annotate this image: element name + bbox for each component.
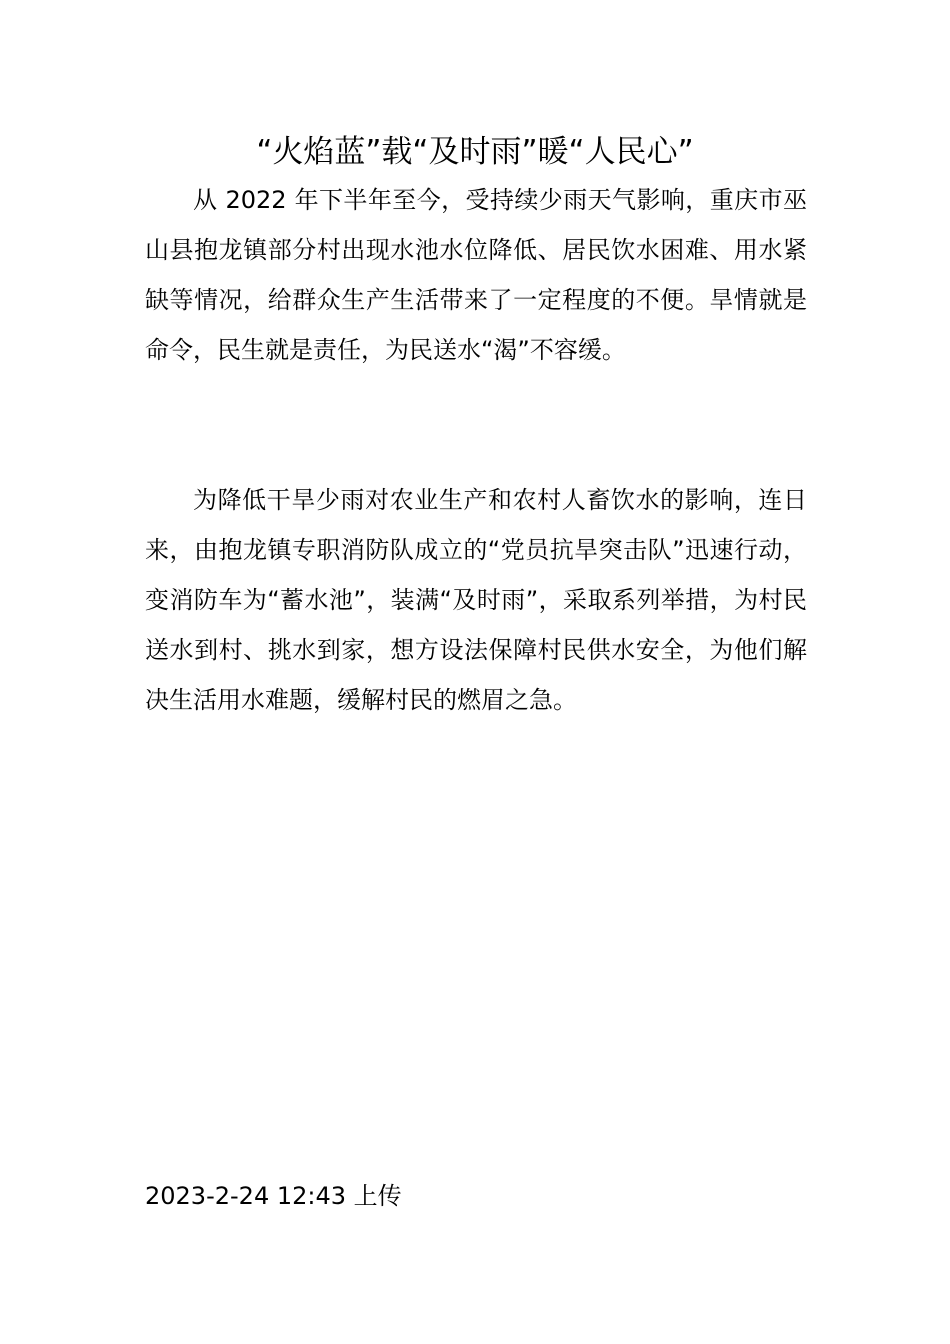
paragraph-2: 为降低干旱少雨对农业生产和农村人畜饮水的影响，连日来，由抱龙镇专职消防队成立的“党员抗旱突击队”迅速行动，变消防车为“蓄水池”，装满“及时雨”，采取系列举措，为村民送水到村、挑水到家，想方设法保障村民供水安全，为他们解决生活用水难题，缓解村民的燃眉之急。 [145,486,807,714]
paragraph-1: 从 2022 年下半年至今，受持续少雨天气影响，重庆市巫山县抱龙镇部分村出现水池水位降低、居民饮水困难、用水紧缺等情况，给群众生产生活带来了一定程度的不便。旱情就是命令，民生就是责任，为民送水“渴”不容缓。 [145,186,807,364]
document-title: “火焰蓝”载“及时雨”暖“人民心” [256,134,694,170]
upload-timestamp: 2023-2-24 12:43 上传 [145,1182,402,1210]
